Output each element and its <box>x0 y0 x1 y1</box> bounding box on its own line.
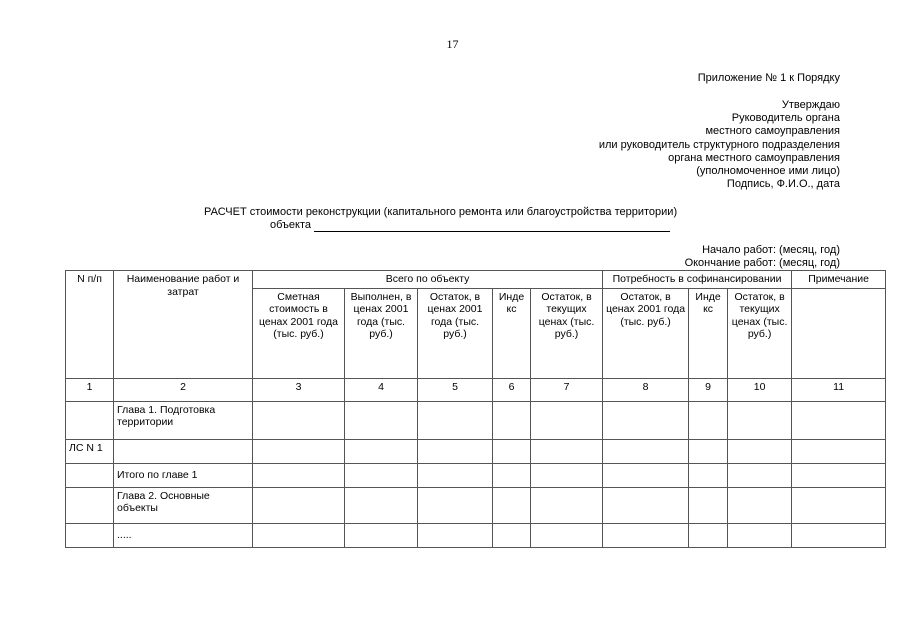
approval-line: или руководитель структурного подразделения <box>598 138 840 151</box>
subheader-cell: Инде кс <box>689 288 728 378</box>
approval-line: Подпись, Ф.И.О., дата <box>726 178 840 191</box>
estimate-table <box>65 270 886 548</box>
header-note: Примечание <box>792 271 886 289</box>
work-dates <box>685 244 840 270</box>
column-number: 5 <box>418 378 493 401</box>
approval-line: Утверждаю <box>781 99 840 111</box>
object-line <box>204 219 677 232</box>
column-number: 3 <box>253 378 345 401</box>
column-number-row <box>66 378 886 401</box>
row-num: ЛС N 1 <box>66 439 114 463</box>
column-number: 7 <box>531 378 603 401</box>
approval-line: (уполномоченное ими лицо) <box>696 165 840 178</box>
subheader-cell: Инде кс <box>493 288 531 378</box>
table-row <box>66 439 886 463</box>
subheader-cell: Остаток, в текущих ценах (тыс. руб.) <box>728 288 792 378</box>
column-number: 9 <box>689 378 728 401</box>
column-number: 2 <box>114 378 253 401</box>
end-date: Окончание работ: (месяц, год) <box>684 257 840 269</box>
row-name: Глава 2. Основные объекты <box>114 487 253 523</box>
start-date: Начало работ: (месяц, год) <box>702 244 840 256</box>
subheader-cell: Остаток, в текущих ценах (тыс. руб.) <box>531 288 603 378</box>
subheader-cell: Остаток, в ценах 2001 года (тыс. руб.) <box>603 288 689 378</box>
header-cofinancing: Потребность в софинансировании <box>603 271 792 289</box>
subheader-cell-empty <box>792 288 886 378</box>
column-number: 8 <box>603 378 689 401</box>
approval-line: органа местного самоуправления <box>668 151 840 164</box>
row-num <box>66 401 114 439</box>
table-row <box>66 463 886 487</box>
header-num: N п/п <box>66 271 114 379</box>
header-total: Всего по объекту <box>253 271 603 289</box>
table-row <box>66 523 886 547</box>
approval-line: местного самоуправления <box>705 125 840 138</box>
header-name: Наименование работ и затрат <box>114 271 253 379</box>
row-name: Итого по главе 1 <box>114 463 253 487</box>
row-num <box>66 463 114 487</box>
subheader-cell: Остаток, в ценах 2001 года (тыс. руб.) <box>418 288 493 378</box>
object-label: объекта <box>270 219 312 231</box>
title-line: РАСЧЕТ стоимости реконструкции (капитального ремонта или благоустройства территории) <box>204 206 678 218</box>
column-number: 10 <box>728 378 792 401</box>
row-name <box>114 439 253 463</box>
object-name-field[interactable] <box>314 220 670 232</box>
approval-block <box>599 99 840 191</box>
subheader-cell: Выполнен, в ценах 2001 года (тыс. руб.) <box>345 288 418 378</box>
appendix-label: Приложение № 1 к Порядку <box>697 72 840 84</box>
row-num <box>66 523 114 547</box>
row-name: Глава 1. Подготовка территории <box>114 401 253 439</box>
subheader-cell: Сметная стоимость в ценах 2001 года (тыс. руб.) <box>253 288 345 378</box>
table-row <box>66 401 886 439</box>
column-number: 11 <box>792 378 886 401</box>
column-number: 6 <box>493 378 531 401</box>
row-name: ..... <box>114 523 253 547</box>
column-number: 1 <box>66 378 114 401</box>
row-num <box>66 487 114 523</box>
column-number: 4 <box>345 378 418 401</box>
table-row <box>66 487 886 523</box>
approval-line: Руководитель органа <box>731 112 840 125</box>
header-row <box>66 271 886 289</box>
page-number: 17 <box>446 37 459 51</box>
calculation-title <box>204 206 677 232</box>
